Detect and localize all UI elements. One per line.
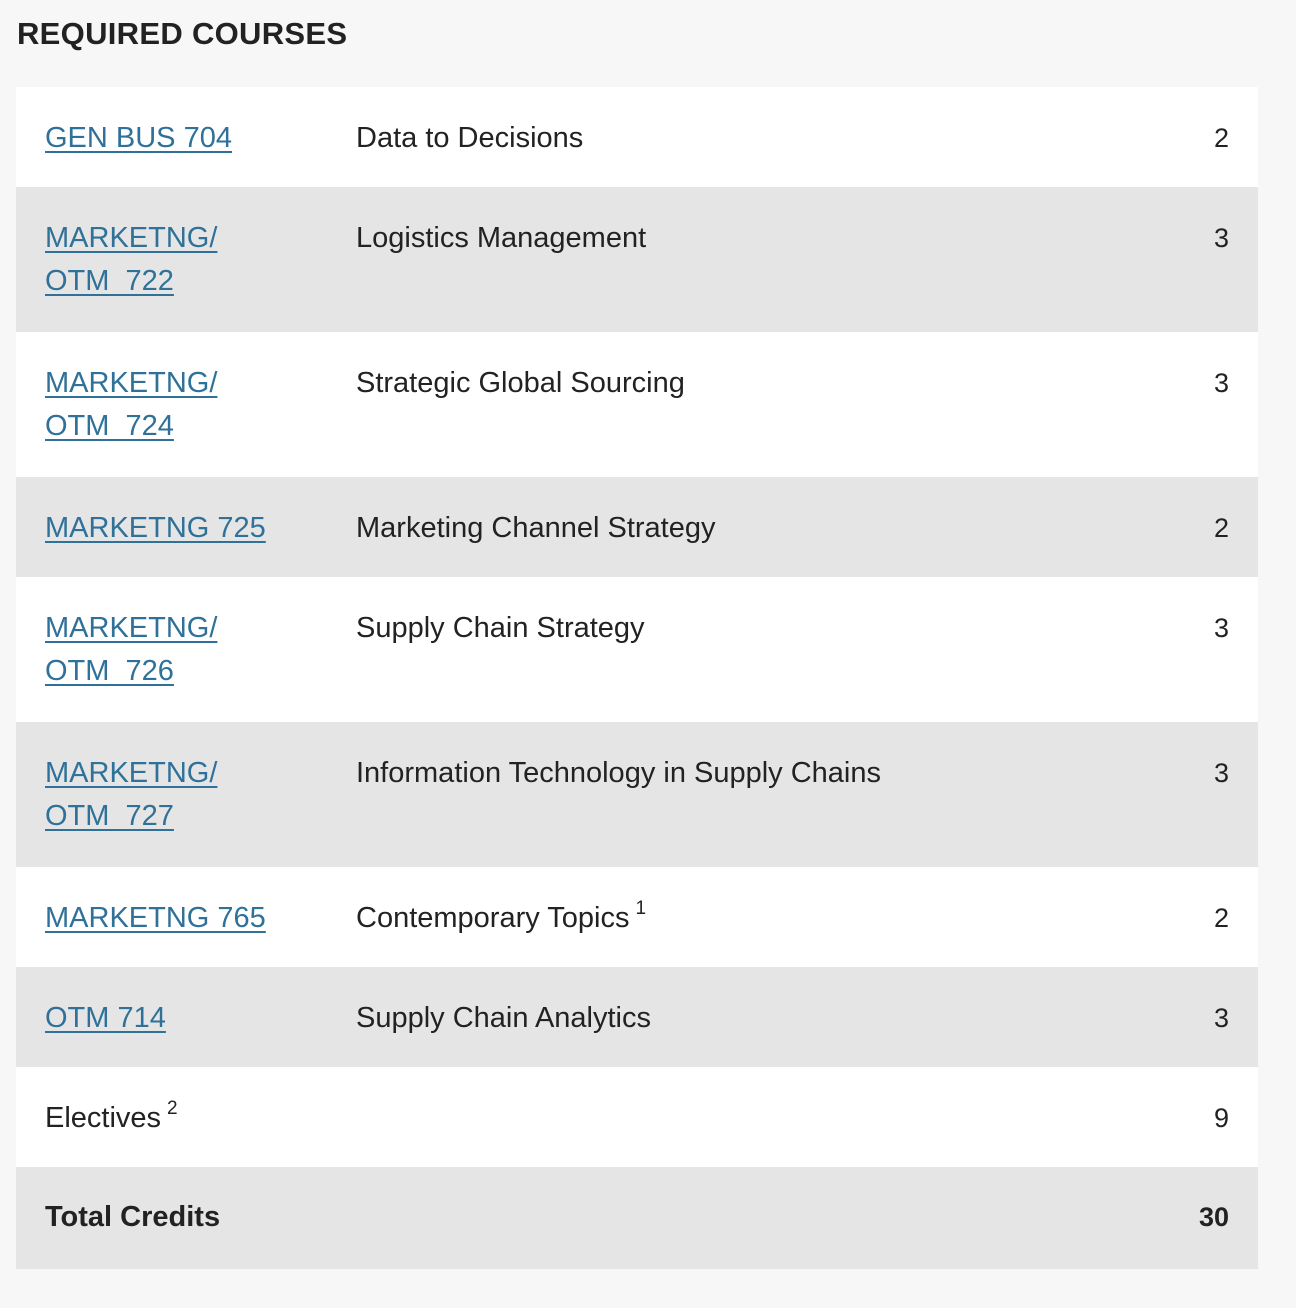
course-title: Information Technology in Supply Chains [356,757,882,789]
course-title: Supply Chain Analytics [356,1002,651,1034]
table-row [16,477,1258,577]
course-credits: 2 [1213,513,1229,543]
course-credits: 3 [1213,1003,1229,1033]
course-credits: 2 [1213,903,1229,933]
course-title: Marketing Channel Strategy [356,512,716,544]
course-link-marketng-725[interactable]: MARKETNG 725 [45,512,266,544]
course-credits: 3 [1213,613,1229,643]
table-row [16,867,1258,967]
course-title: Supply Chain Strategy [356,612,645,644]
course-credits: 3 [1213,368,1229,398]
footnote-marker: 2 [167,1098,178,1119]
course-link-marketng[interactable]: MARKETNG/ [45,612,218,644]
table-row [16,722,1258,867]
course-link-otm-724[interactable]: OTM 724 [45,410,174,442]
course-link-otm-722[interactable]: OTM 722 [45,265,174,297]
course-code-cell [45,752,325,838]
course-credits: 2 [1213,123,1229,153]
course-code-cell [45,117,325,160]
course-title: Logistics Management [356,222,647,254]
course-link-otm-714[interactable]: OTM 714 [45,1002,166,1034]
course-code-cell [45,507,325,550]
course-link-marketng[interactable]: MARKETNG/ [45,757,218,789]
courses-table [16,87,1258,1269]
course-link-otm-726[interactable]: OTM 726 [45,655,174,687]
course-code-cell [45,897,325,940]
course-link-otm-727[interactable]: OTM 727 [45,800,174,832]
course-credits: 3 [1213,223,1229,253]
course-link-marketng[interactable]: MARKETNG/ [45,222,218,254]
footnote-marker: 1 [635,898,647,919]
electives-credits: 9 [1213,1103,1229,1133]
course-link-marketng-765[interactable]: MARKETNG 765 [45,902,266,934]
total-credits-label: Total Credits [45,1201,221,1233]
electives-label: Electives [45,1102,162,1134]
table-row [16,332,1258,477]
course-code-cell [45,607,325,693]
section-title: REQUIRED COURSES [17,16,348,51]
table-row [16,87,1258,187]
electives-label-cell [45,1097,325,1143]
table-row [16,187,1258,332]
table-row [16,577,1258,722]
course-title: Strategic Global Sourcing [356,367,685,399]
course-code-cell [45,997,325,1040]
course-code-cell [45,217,325,303]
electives-row [16,1067,1258,1167]
course-title: Data to Decisions [356,122,584,154]
course-link-gen-bus-704[interactable]: GEN BUS 704 [45,122,232,154]
table-row [16,967,1258,1067]
total-credits-row [16,1167,1258,1269]
total-credits-value: 30 [1198,1202,1229,1232]
course-code-cell [45,362,325,448]
course-title: Contemporary Topics [356,902,630,934]
course-title-cell [356,897,646,943]
course-link-marketng[interactable]: MARKETNG/ [45,367,218,399]
course-credits: 3 [1213,758,1229,788]
